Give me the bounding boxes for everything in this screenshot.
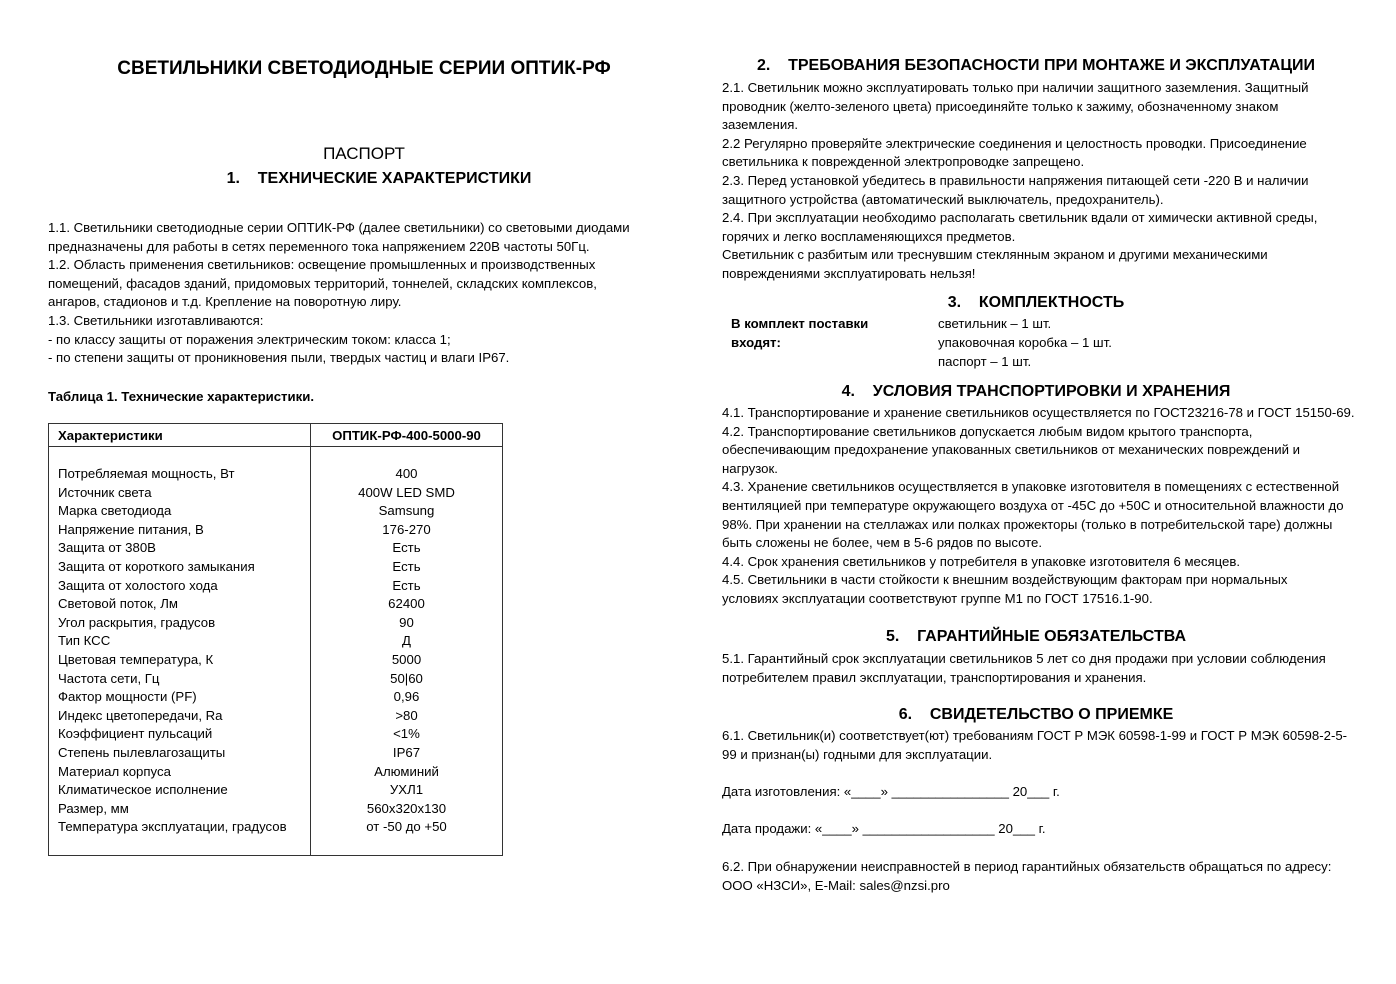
table-row [49, 781, 503, 800]
spec-name: Световой поток, Лм [49, 595, 311, 614]
paragraph-line: 2.3. Перед установкой убедитесь в правильности напряжения питающей сети -220 В и наличии [722, 173, 1309, 188]
section-2-heading [722, 57, 1350, 76]
paragraph-line: 4.4. Срок хранения светильников у потребителя в упаковке изготовителя 6 месяцев. [722, 553, 1241, 569]
spec-name: Размер, мм [49, 800, 311, 819]
section-5-heading [722, 628, 1350, 647]
section-1-heading [0, 170, 758, 189]
paragraph-line: повреждениями эксплуатировать нельзя! [722, 266, 976, 281]
table-row [49, 725, 503, 744]
section-number: 4. [841, 383, 855, 400]
table-row [49, 707, 503, 726]
spec-value: 50|60 [311, 670, 503, 689]
spec-value: Д [311, 632, 503, 651]
paragraph-line: нагрузок. [722, 460, 778, 476]
spec-table [48, 423, 503, 856]
spec-name: Угол раскрытия, градусов [49, 614, 311, 633]
spec-value: Есть [311, 577, 503, 596]
spec-name: Материал корпуса [49, 763, 311, 782]
spec-value: Алюминий [311, 763, 503, 782]
spec-name: Тип КСС [49, 632, 311, 651]
paragraph-line: 4.3. Хранение светильников осуществляется в упаковке изготовителя в помещениях с естественной [722, 479, 1340, 495]
spec-name: Источник света [49, 484, 311, 503]
table-row [49, 577, 503, 596]
spec-value: 560х320х130 [311, 800, 503, 819]
spec-value: 0,96 [311, 688, 503, 707]
document-title: СВЕТИЛЬНИКИ СВЕТОДИОДНЫЕ СЕРИИ ОПТИК-РФ [117, 58, 611, 79]
spec-name: Климатическое исполнение [49, 781, 311, 800]
table-row [49, 484, 503, 503]
paragraph-line: 4.5. Светильники в части стойкости к внешним воздействующим факторам при нормальных [722, 572, 1288, 588]
section-title: КОМПЛЕКТНОСТЬ [978, 294, 1125, 311]
paragraph-line: 4.2. Транспортирование светильников допускается любым видом крытого транспорта, [722, 423, 1253, 439]
paragraph-line: помещений, фасадов зданий, придомовых территорий, тоннелей, складских комплексов, [48, 275, 597, 291]
kit-label: входят: [731, 335, 781, 350]
paragraph-line: предназначены для работы в сетях переменного тока напряжением 220В частоты 50Гц. [48, 238, 590, 254]
kit-item: светильник – 1 шт. [938, 316, 1052, 331]
section-4-heading [722, 383, 1350, 402]
spec-name: Цветовая температура, К [49, 651, 311, 670]
spec-name: Индекс цветопередачи, Ra [49, 707, 311, 726]
kit-label: В комплект поставки [731, 316, 869, 331]
table-row [49, 800, 503, 819]
spec-name: Температура эксплуатации, градусов [49, 818, 311, 837]
section-number: 1. [226, 170, 240, 187]
sale-date-field: Дата продажи: «____» __________________ 20___ г. [722, 821, 1046, 836]
section-number: 3. [947, 294, 962, 311]
section-title: ГАРАНТИЙНЫЕ ОБЯЗАТЕЛЬСТВА [917, 628, 1187, 645]
table-row [49, 539, 503, 558]
paragraph-line: 1.3. Светильники изготавливаются: [48, 313, 264, 328]
paragraph-line: условиях эксплуатации соответствуют группе М1 по ГОСТ 17516.1-90. [722, 591, 1153, 606]
paragraph-line: 6.2. При обнаружении неисправностей в период гарантийных обязательств обращаться по адресу: [722, 859, 1332, 874]
table-row [49, 688, 503, 707]
section-title: ТРЕБОВАНИЯ БЕЗОПАСНОСТИ ПРИ МОНТАЖЕ И ЭКСПЛУАТАЦИИ [788, 57, 1316, 74]
paragraph-line: 2.1. Светильник можно эксплуатировать только при наличии защитного заземления. Защитный [722, 80, 1309, 95]
table-header-row [49, 424, 503, 447]
table-row [49, 818, 503, 837]
table-row [49, 595, 503, 614]
table-row [49, 558, 503, 577]
paragraph-line: светильника к поврежденной электропроводке запрещено. [722, 154, 1085, 170]
paragraph-line: обеспечивающим предохранение упакованных светильников от механических повреждений и [722, 442, 1300, 458]
spec-value: УХЛ1 [311, 781, 503, 800]
table-row [49, 614, 503, 633]
spec-value: 62400 [311, 595, 503, 614]
paragraph-line: вентиляцией при температуре окружающего воздуха от -45С до +50С и относительной влажности до [722, 498, 1344, 513]
section-3-heading [722, 294, 1350, 313]
spec-name: Фактор мощности (PF) [49, 688, 311, 707]
section-title: УСЛОВИЯ ТРАНСПОРТИРОВКИ И ХРАНЕНИЯ [872, 383, 1231, 400]
table-row [49, 521, 503, 540]
table-header: Характеристики [49, 424, 311, 447]
paragraph-line: 4.1. Транспортирование и хранение светильников осуществляется по ГОСТ23216-78 и ГОСТ 15150-69. [722, 405, 1355, 420]
section-6-heading [722, 706, 1350, 725]
paragraph-line: 5.1. Гарантийный срок эксплуатации светильников 5 лет со дня продажи при условии соблюдения [722, 651, 1326, 666]
passport-heading: ПАСПОРТ [323, 144, 405, 163]
paragraph-line: 1.1. Светильники светодиодные серии ОПТИК-РФ (далее светильники) со световыми диодами [48, 220, 630, 235]
spec-value: от -50 до +50 [311, 818, 503, 837]
contact-line: ООО «НЗСИ», E-Mail: sales@nzsi.pro [722, 877, 950, 893]
spec-value: Есть [311, 558, 503, 577]
paragraph-line: ангаров, стадионов и т.д. Крепление на поворотную лиру. [48, 294, 402, 310]
kit-item: паспорт – 1 шт. [938, 354, 1032, 369]
kit-item: упаковочная коробка – 1 шт. [938, 335, 1112, 350]
spec-value: 176-270 [311, 521, 503, 540]
section-title: СВИДЕТЕЛЬСТВО О ПРИЕМКЕ [929, 706, 1174, 723]
spec-name: Марка светодиода [49, 502, 311, 521]
spec-name: Защита от короткого замыкания [49, 558, 311, 577]
table-row [49, 744, 503, 763]
paragraph-line: заземления. [722, 117, 799, 133]
table-row [49, 632, 503, 651]
table-row [49, 502, 503, 521]
spec-value: Samsung [311, 502, 503, 521]
spec-name: Напряжение питания, В [49, 521, 311, 540]
table-row [49, 670, 503, 689]
paragraph-line: 2.2 Регулярно проверяйте электрические соединения и целостность проводки. Присоединение [722, 135, 1307, 151]
table-row [49, 651, 503, 670]
spec-value: 400W LED SMD [311, 484, 503, 503]
spec-value: 90 [311, 614, 503, 633]
spec-value: 400 [311, 465, 503, 484]
paragraph-line: 1.2. Область применения светильников: освещение промышленных и производственных [48, 257, 596, 273]
paragraph-line: 99 и признан(ы) годными для эксплуатации. [722, 746, 993, 762]
spec-value: IP67 [311, 744, 503, 763]
spec-name: Частота сети, Гц [49, 670, 311, 689]
table-caption: Таблица 1. Технические характеристики. [48, 389, 314, 404]
section-number: 5. [885, 628, 900, 645]
spec-name: Защита от холостого хода [49, 577, 311, 596]
spec-name: Степень пылевлагозащиты [49, 744, 311, 763]
section-number: 2. [756, 57, 771, 74]
paragraph-line: быть сложены не более, чем в 5-6 рядов по высоте. [722, 535, 1043, 551]
spec-value: <1% [311, 725, 503, 744]
manufacture-date-field: Дата изготовления: «____» ________________ 20___ г. [722, 784, 1060, 799]
table-row [49, 763, 503, 782]
paragraph-line: горячих и легко воспламеняющихся предметов. [722, 228, 1016, 244]
paragraph-line: 98%. При хранении на стеллажах или полках прожекторы (только в потребительской таре) должны [722, 516, 1333, 532]
paragraph-line: защитного устройства (автоматический выключатель, предохранитель). [722, 191, 1164, 207]
table-row [49, 465, 503, 484]
paragraph-line: - по классу защиты от поражения электрическим током: класса 1; [48, 331, 451, 347]
spec-value: 5000 [311, 651, 503, 670]
spec-name: Потребляемая мощность, Вт [49, 465, 311, 484]
paragraph-line: - по степени защиты от проникновения пыли, твердых частиц и влаги IP67. [48, 350, 510, 366]
paragraph-line: 6.1. Светильник(и) соответствует(ют) требованиям ГОСТ Р МЭК 60598-1-99 и ГОСТ Р МЭК 60598-2-5- [722, 728, 1348, 743]
paragraph-line: 2.4. При эксплуатации необходимо располагать светильник вдали от химически активной среды, [722, 210, 1318, 226]
spec-name: Защита от 380В [49, 539, 311, 558]
paragraph-line: Светильник с разбитым или треснувшим стеклянным экраном и другими механическими [722, 247, 1268, 263]
paragraph-line: проводник (желто-зеленого цвета) присоединяйте только к зажиму, обозначенному знаком [722, 98, 1279, 114]
section-title: ТЕХНИЧЕСКИЕ ХАРАКТЕРИСТИКИ [257, 170, 532, 187]
table-header: ОПТИК-РФ-400-5000-90 [311, 424, 503, 447]
spec-value: Есть [311, 539, 503, 558]
spec-value: >80 [311, 707, 503, 726]
paragraph-line: потребителем правил эксплуатации, транспортирования и хранения. [722, 669, 1147, 685]
spec-name: Коэффициент пульсаций [49, 725, 311, 744]
section-number: 6. [898, 706, 913, 723]
